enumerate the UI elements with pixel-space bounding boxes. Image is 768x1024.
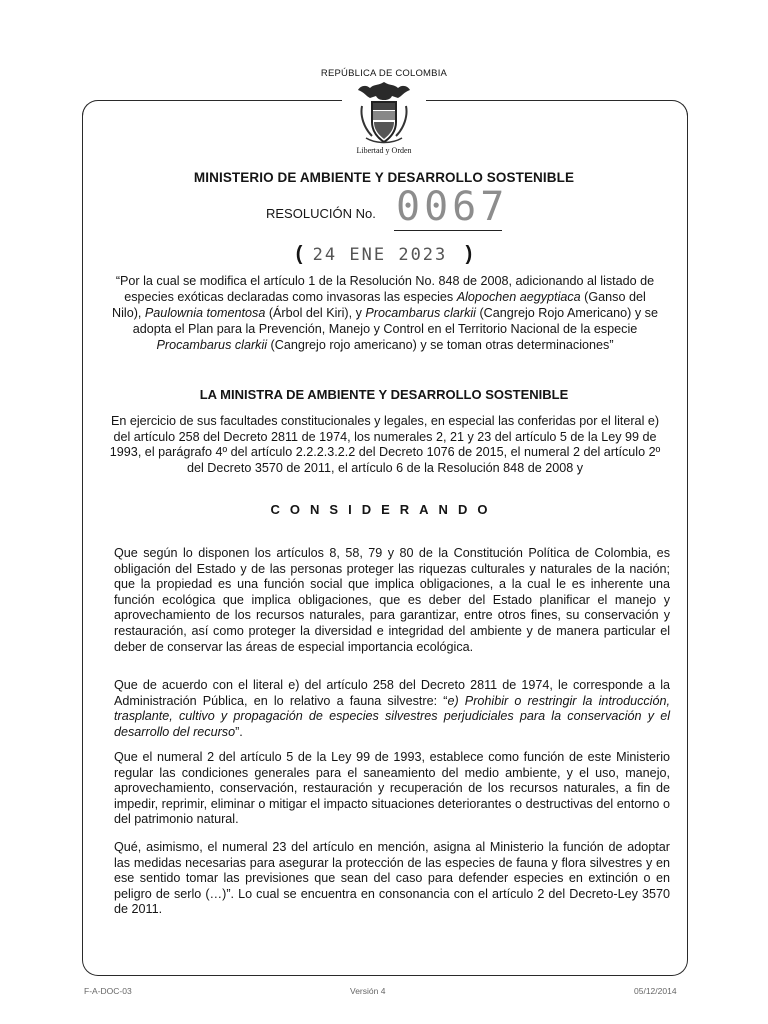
paragraph: Que el numeral 2 del artículo 5 de la Ley 99 de 1993, establece como función de este Ministerio regular las condiciones generales para el saneamiento del medio ambiente, y el uso, manejo, aprovechamiento, conservación, restauración y recuperación de los recursos naturales, a fin de impedir, reprimir, eliminar o mitigar el impacto situaciones deteriorantes o destructivas del entorno o del patrimonio natural. — [114, 750, 670, 827]
resolution-number-stamp: 0067 — [396, 184, 509, 230]
resolution-date: ( 24 ENE 2023 ) — [295, 243, 473, 265]
considerando-heading: CONSIDERANDO — [270, 502, 498, 517]
species-name: Alopochen aegyptiaca — [456, 290, 581, 304]
species-name: Paulownia tomentosa — [144, 306, 266, 320]
resolution-underline — [394, 230, 502, 231]
date-year: 2023 — [398, 245, 448, 265]
paragraph: Qué, asimismo, el numeral 23 del artículo en mención, asigna al Ministerio la función de adoptar las medidas necesarias para asegurar la protección de las especies de fauna y flora silvestres y en ese sentido tomar las previsiones que sean del caso para defender especies en extinción o en peligro de serlo (…)”. Lo cual se encuentra en consonancia con el artículo 2 del Decreto-Ley 3570 de 2011. — [114, 840, 670, 917]
paragraph: Que según lo disponen los artículos 8, 58, 79 y 80 de la Constitución Política de Colombia, es obligación del Estado y de las personas proteger las riquezas culturales y naturales de la nación; que la propiedad es una función social que implica obligaciones, a la cual le es inherente una función ecológica que implica obligaciones, que es deber del Estado planificar el manejo y aprovechamiento de los recursos naturales, para garantizar, entre otros fines, su conservación y restauración, así como proteger la diversidad e integridad del ambiente y de manera particular el deber de conservar las áreas de especial importancia ecológica. — [114, 546, 670, 654]
ministry-title: MINISTERIO DE AMBIENTE Y DESARROLLO SOSTENIBLE — [193, 170, 575, 185]
quoted-text: e) Prohibir o restringir la introducción, trasplante, cultivo y propagación de especies silvestres perjudiciales para la conservación y el desarrollo del recurso — [114, 693, 670, 739]
resolution-summary: “Por la cual se modifica el artículo 1 de la Resolución No. 848 de 2008, adicionando al listado de especies exóticas declaradas como invasoras las especies Alopochen aegyptiaca (Ganso del Nilo), Paulownia tomentosa (Árbol del Kiri), y Procambarus clarkii (Cangrejo Rojo Americano) y se adopta el Plan para la Prevención, Manejo y Control en el Territorio Nacional de la especie Procambarus clarkii (Cangrejo rojo americano) y se toman otras determinaciones” — [112, 274, 658, 352]
date-month: ENE — [349, 245, 387, 265]
motto: Libertad y Orden — [356, 146, 412, 155]
footer-code: F-A-DOC-03 — [84, 986, 132, 996]
footer-date: 05/12/2014 — [634, 986, 677, 996]
minister-title: LA MINISTRA DE AMBIENTE Y DESARROLLO SOSTENIBLE — [199, 387, 569, 402]
country-title: REPÚBLICA DE COLOMBIA — [320, 68, 448, 79]
frame-top-right — [426, 100, 688, 118]
species-name: Procambarus clarkii — [365, 306, 476, 320]
species-name: Procambarus clarkii — [156, 338, 268, 352]
footer-version: Versión 4 — [350, 986, 386, 996]
legal-powers: En ejercicio de sus facultades constitucionales y legales, en especial las conferidas por el literal e) del artículo 258 del Decreto 2811 de 1974, los numerales 2, 21 y 23 del artículo 5 de la Ley 99 de 1993, el parágrafo 4º del artículo 2.2.2.3.2.2 del Decreto 1076 de 2015, el numeral 2 del artículo 2º del Decreto 3570 de 2011, el artículo 6 de la Resolución 848 de 2008 y — [109, 414, 661, 475]
paragraph: Que de acuerdo con el literal e) del artículo 258 del Decreto 2811 de 1974, le corresponde a la Administración Pública, en lo relativo a fauna silvestre: “e) Prohibir o restringir la introducción, trasplante, cultivo y propagación de especies silvestres perjudiciales para la conservación y el desarrollo del recurso”. — [114, 678, 670, 739]
frame-top-left — [82, 100, 342, 118]
resolution-label: RESOLUCIÓN No. — [266, 206, 376, 221]
date-day: 24 — [312, 245, 338, 265]
